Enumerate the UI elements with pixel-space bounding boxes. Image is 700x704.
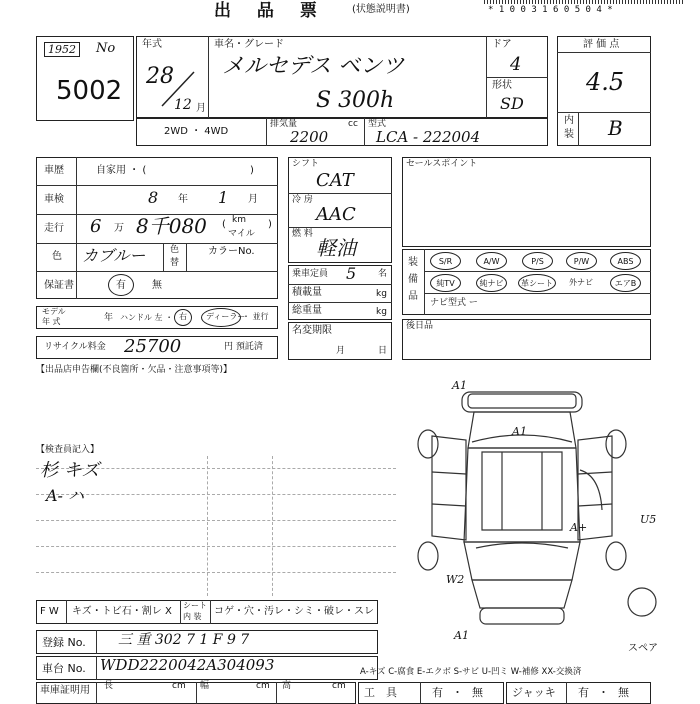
load-label: 積載量 — [292, 287, 322, 298]
damage-mark-1: A1 — [452, 379, 467, 392]
evaluation-score: 4.5 — [586, 68, 625, 96]
tools-dot: ・ — [452, 686, 463, 699]
lot-number: 5002 — [56, 76, 123, 106]
mile-unit: マイル — [228, 229, 255, 239]
cert-width-unit: cm — [256, 681, 270, 691]
equip-alloy-wheel: A/W — [476, 252, 507, 270]
sales-point-box — [402, 157, 651, 247]
model-change-unit: 年 — [104, 313, 114, 323]
interior-label-1: 内 — [564, 115, 574, 126]
type-label: 型式 — [368, 119, 387, 129]
cert-width-label: 幅 — [200, 681, 210, 691]
load-unit: kg — [376, 289, 387, 299]
mileage-man: 6 — [90, 216, 102, 237]
car-damage-diagram — [404, 380, 664, 660]
damage-mark-3: A+ — [570, 521, 588, 534]
equipment-label-1: 装 — [408, 257, 418, 268]
usage-value: 自家用 ・ ( — [96, 165, 147, 176]
damage-mark-5: A1 — [454, 629, 469, 642]
model-change-label-2: 年 式 — [42, 317, 61, 326]
door-label: ドア — [492, 39, 512, 50]
mileage-label: 走行 — [44, 223, 64, 234]
model-label: 車名・グレード — [214, 39, 284, 50]
registration-value: 三 重 302 7 1 F 9 7 — [118, 632, 250, 648]
damage-mark-6: U5 — [640, 513, 657, 526]
vin-label: 車台 No. — [42, 662, 86, 675]
jack-no: 無 — [618, 686, 629, 699]
equip-abs: ABS — [610, 252, 641, 270]
km-unit: km — [232, 215, 246, 225]
drive-type: 2WD ・ 4WD — [164, 126, 229, 137]
seat-label-2: 内 装 — [183, 612, 202, 621]
displacement-label: 排気量 — [270, 119, 298, 129]
equip-power-steering: P/S — [522, 252, 553, 270]
shape-value: SD — [500, 94, 524, 113]
inspector-note-1: 杉 キズ — [40, 460, 100, 481]
shaken-month-unit: 月 — [248, 194, 258, 205]
name-change-month: 月 — [336, 346, 346, 356]
type-value: LCA - 222004 — [376, 128, 481, 146]
weight-label: 総重量 — [292, 305, 322, 316]
fuel-label: 燃 料 — [292, 229, 313, 239]
lot-tag: 1952 — [44, 42, 80, 57]
jack-yes: 有 — [578, 686, 589, 699]
model-grade: S 300h — [316, 88, 395, 113]
fw-text: キズ・トビ石・割レ X — [72, 606, 172, 617]
seat-label-1: シート — [183, 601, 207, 610]
interior-grade: B — [608, 116, 623, 140]
tools-no: 無 — [472, 686, 483, 699]
damage-mark-4: W2 — [446, 573, 465, 586]
capacity-unit: 名 — [378, 269, 388, 279]
recycle-label: リサイクル料金 — [44, 342, 106, 352]
spare-label: スペア — [628, 643, 658, 654]
cert-length-label: 長 — [104, 681, 114, 691]
year-value: 28 — [146, 64, 174, 89]
shift-label: シフト — [292, 159, 320, 169]
dealer-text: ディーラー — [206, 312, 246, 321]
equip-genuine-tv: 純TV — [430, 274, 461, 292]
shaken-year-unit: 年 — [178, 194, 188, 205]
usage-label: 車歴 — [44, 165, 64, 176]
color-label: 色 — [52, 251, 62, 262]
equip-aftermarket-navi: 外ナビ — [569, 278, 593, 287]
recycle-value: 25700 — [124, 336, 182, 357]
registration-label: 登録 No. — [42, 636, 86, 649]
warranty-yes: 有 — [116, 280, 126, 291]
equip-leather-seat: 革シート — [518, 274, 556, 292]
shape-label: 形状 — [492, 80, 512, 91]
equipment-label-3: 品 — [408, 291, 418, 302]
inspector-note-2: A- ハ — [46, 486, 85, 505]
rear-goods-box — [402, 319, 651, 360]
displacement-value: 2200 — [290, 128, 329, 146]
damage-legend: A-キズ C-腐食 E-エクボ S-サビ U-凹ミ W-補修 XX-交換済 — [360, 667, 582, 677]
barcode-text: * 1 0 0 3 1 6 0 5 0 4 * — [488, 5, 613, 15]
tools-yes: 有 — [432, 686, 443, 699]
vin-value: WDD2220042A304093 — [100, 656, 275, 674]
jack-dot: ・ — [598, 686, 609, 699]
shaken-label: 車検 — [44, 194, 64, 205]
year-month-unit: 月 — [196, 103, 206, 114]
certificate-label: 車庫証明用 — [40, 685, 90, 696]
interior-label-2: 装 — [564, 129, 574, 140]
seat-text: コゲ・穴・汚レ・シミ・破レ・スレ — [214, 606, 374, 617]
seller-remarks-label: 【出品店申告欄(不良箇所・欠品・注意事項等)】 — [36, 365, 233, 375]
parallel-text: ・ 並行 — [242, 312, 269, 321]
lot-no-label: No — [96, 41, 116, 56]
equip-airbag: エアB — [610, 274, 641, 292]
evaluation-label: 評 価 点 — [583, 39, 620, 50]
mileage-man-unit: 万 — [114, 223, 124, 234]
equipment-label-2: 備 — [408, 274, 418, 285]
shaken-year: 8 — [148, 188, 159, 207]
cert-length-unit: cm — [172, 681, 186, 691]
cert-height-unit: cm — [332, 681, 346, 691]
color-no-label: カラーNo. — [208, 246, 255, 257]
damage-mark-2: A1 — [512, 425, 527, 438]
model-change-label-1: モデル — [42, 307, 66, 316]
color-change-label-2: 替 — [170, 258, 180, 268]
model-name: メルセデス ベンツ — [222, 54, 405, 79]
cert-height-label: 高 — [282, 681, 292, 691]
usage-close: ) — [250, 165, 254, 176]
name-change-label: 名変期限 — [292, 325, 332, 336]
handle-label: ハンドル 左 ・ — [120, 313, 174, 322]
fw-label: F W — [40, 606, 59, 617]
equip-genuine-navi: 純ナビ — [476, 274, 507, 292]
warranty-no: 無 — [152, 280, 162, 291]
mileage-paren-open: ( — [222, 219, 226, 230]
equip-sunroof: S/R — [430, 252, 461, 270]
page-title: 出 品 票 — [214, 1, 327, 21]
year-label: 年式 — [142, 39, 162, 50]
rear-goods-label: 後日品 — [406, 321, 434, 331]
warranty-label: 保証書 — [44, 280, 74, 291]
color-change-label-1: 色 — [170, 245, 180, 255]
year-month: 12 — [174, 97, 192, 113]
inspector-remarks-label: 【検査員記入】 — [36, 445, 100, 455]
recycle-unit: 円 預託済 — [224, 342, 263, 352]
equip-power-window: P/W — [566, 252, 597, 270]
tools-label: 工 具 — [364, 686, 397, 699]
jack-label: ジャッキ — [512, 686, 556, 699]
handle-right: 右 — [179, 312, 187, 321]
barcode — [484, 0, 684, 4]
mileage-paren-close: ) — [268, 219, 272, 230]
weight-unit: kg — [376, 307, 387, 317]
mileage-rest: 8千080 — [136, 214, 207, 238]
name-change-day: 日 — [378, 346, 388, 356]
ac-label: 冷 房 — [292, 195, 313, 205]
door-value: 4 — [510, 54, 522, 75]
navi-type-label: ナビ型式 ー — [430, 298, 478, 308]
sales-point-label: セールスポイント — [406, 159, 478, 169]
page-subtitle: (状態説明書) — [352, 4, 410, 15]
shift-value: CAT — [316, 170, 354, 191]
fuel-value: 軽油 — [316, 236, 356, 260]
capacity-value: 5 — [346, 264, 357, 283]
color-value: カブルー — [82, 246, 146, 265]
displacement-unit: cc — [348, 119, 358, 129]
ac-value: AAC — [316, 204, 356, 225]
shaken-month: 1 — [218, 188, 229, 207]
capacity-label: 乗車定員 — [292, 269, 329, 279]
